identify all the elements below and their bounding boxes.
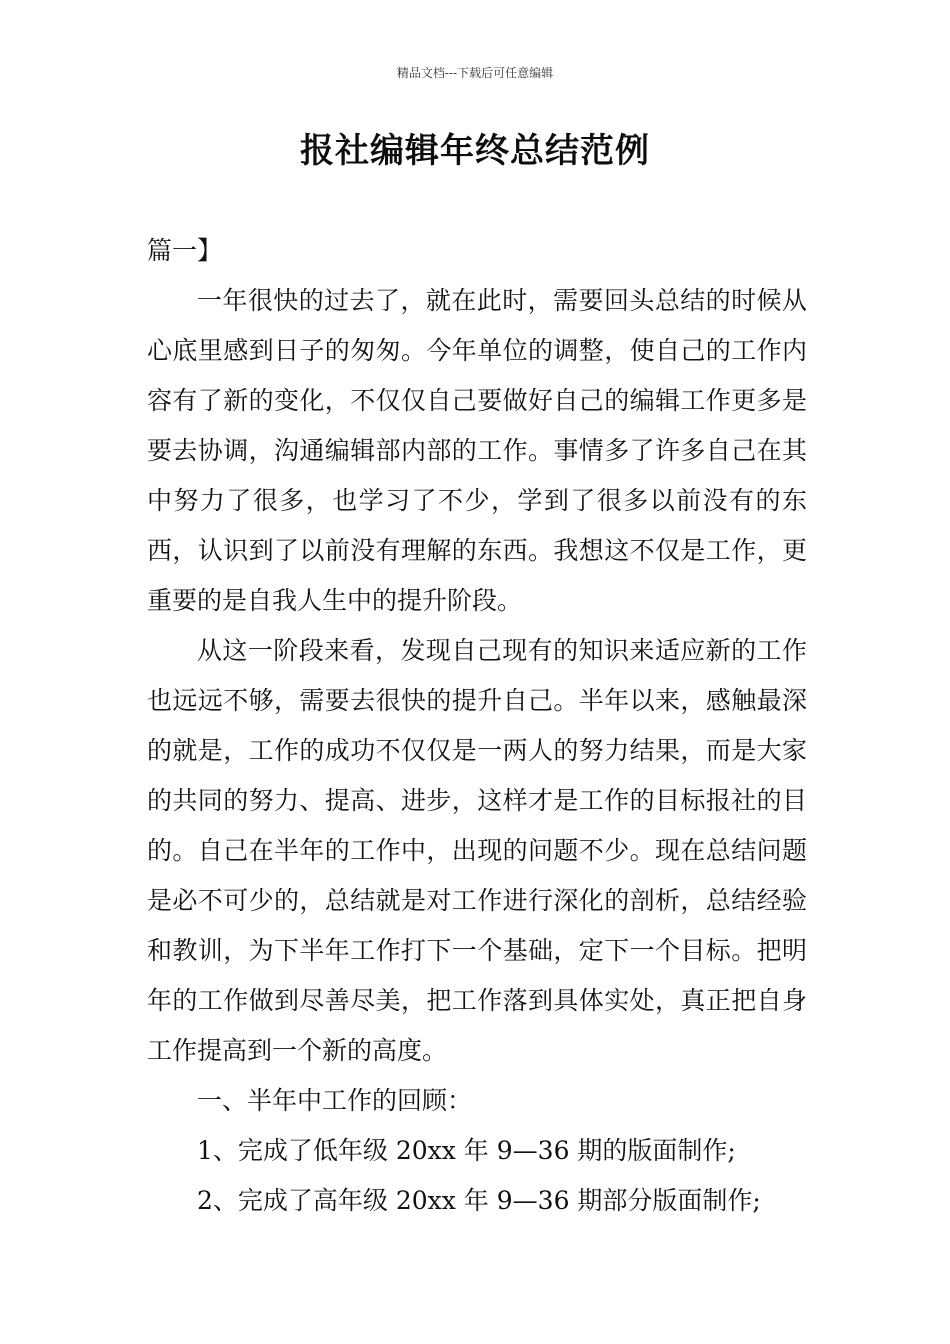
paragraph-2: 从这一阶段来看，发现自己现有的知识来适应新的工作也远远不够，需要去很快的提升自己。半年以来，感触最深的就是，工作的成功不仅仅是一两人的努力结果，而是大家的共同的努力、提高、进步，这样才是工作的目标报社的目的。自己在半年的工作中，出现的问题不少。现在总结问题是必不可少的，总结就是对工作进行深化的剖析，总结经验和教训，为下半年工作打下一个基础，定下一个目标。把明年的工作做到尽善尽美，把工作落到具体实处，真正把自身工作提高到一个新的高度。: [147, 636, 807, 1065]
list-item-2: 2、完成了高年级 20xx 年 9—36 期部分版面制作;: [197, 1186, 761, 1215]
section-heading-review: 一、半年中工作的回顾：: [197, 1086, 473, 1115]
paragraph-1: 一年很快的过去了，就在此时，需要回头总结的时候从心底里感到日子的匆匆。今年单位的调整，使自己的工作内容有了新的变化，不仅仅自己要做好自己的编辑工作更多是要去协调，沟通编辑部内部的工作。事情多了许多自己在其中努力了很多，也学习了不少，学到了很多以前没有的东西，认识到了以前没有理解的东西。我想这不仅是工作，更重要的是自我人生中的提升阶段。: [147, 286, 807, 615]
list-item-1: 1、完成了低年级 20xx 年 9—36 期的版面制作;: [197, 1136, 736, 1165]
header-note: 精品文档---下载后可任意编辑: [396, 66, 554, 80]
document-body: [147, 226, 807, 1226]
document-title: 报社编辑年终总结范例: [300, 131, 650, 171]
section-label: 篇一】: [147, 236, 223, 265]
